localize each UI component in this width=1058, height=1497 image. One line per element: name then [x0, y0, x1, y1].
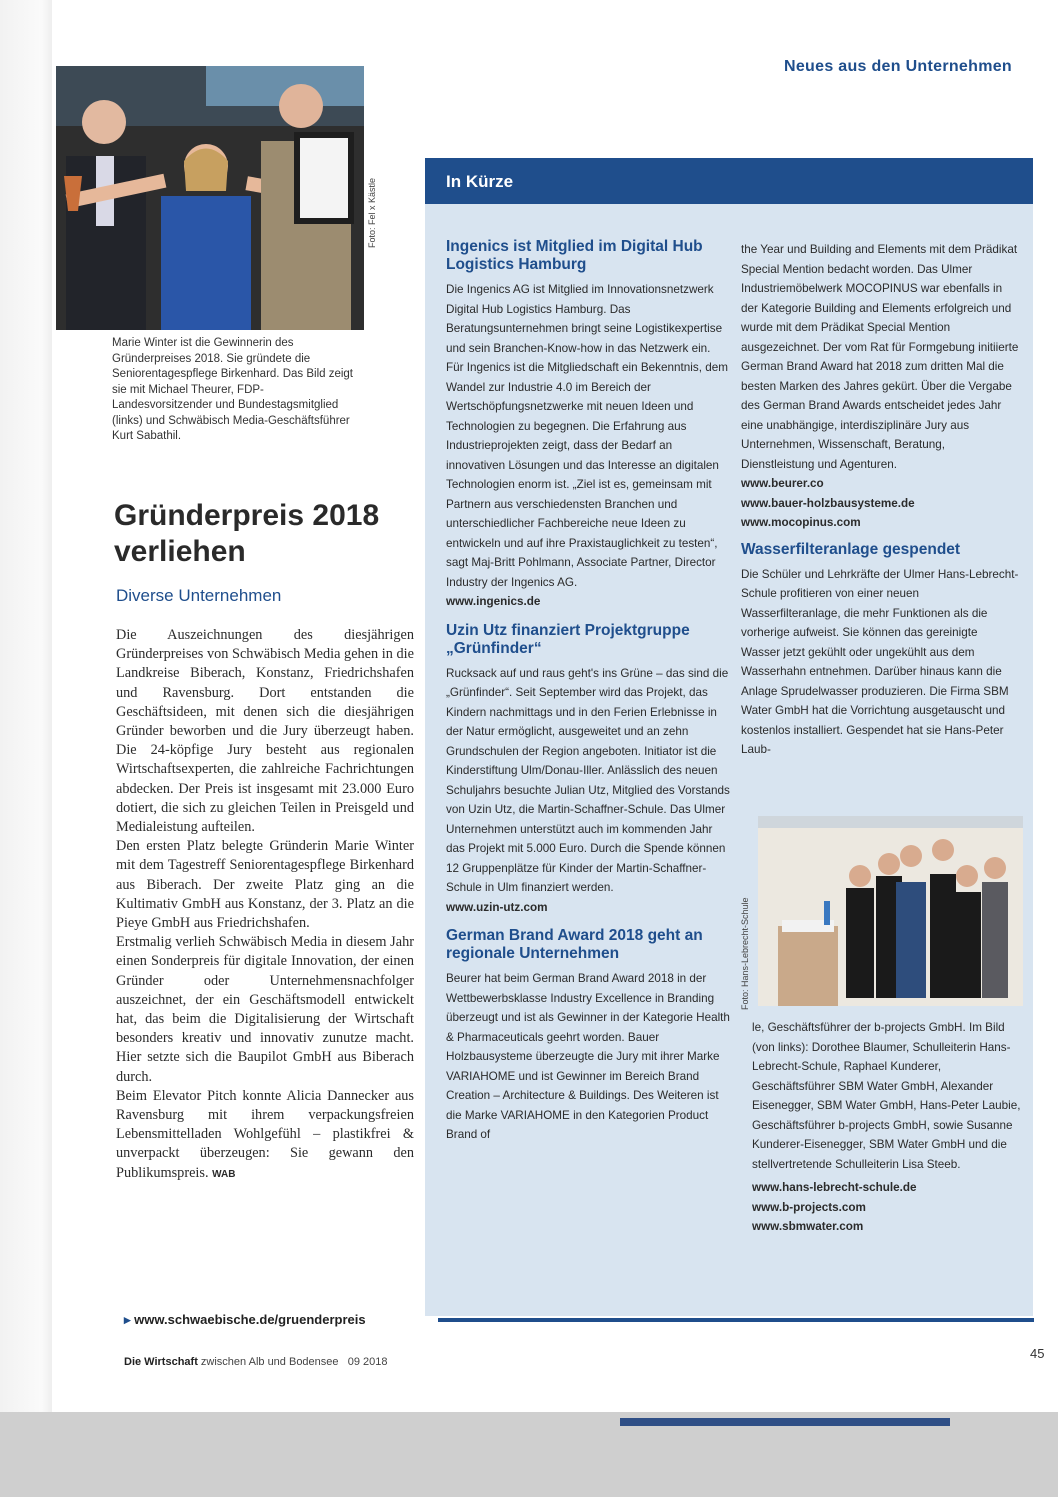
article-paragraph: Erstmalig verlieh Schwäbisch Media in diesem Jahr einen Sonderpreis für digitale Innovation, der einen Gründer oder Unternehmensnachfolger auszeichnet, der ein Geschäftsmodell entwickelt hat, das beim die Digitalisierung der Wirtschaft besonders kreativ und innovativ zunutze macht. Hier setzte sich die Baupilot GmbH aus Biberach durch.: [116, 934, 414, 1085]
section-label: Neues aus den Unternehmen: [784, 58, 1012, 75]
in-kuerze-column-right-bottom: [752, 1018, 1024, 1237]
award-photo: [56, 66, 364, 330]
scan-edge-bar: [620, 1418, 950, 1426]
news-heading: Wasserfilteranlage gespendet: [741, 540, 961, 558]
news-text: Die Schüler und Lehrkräfte der Ulmer Hans-Lebrecht-Schule profitieren von einer neuen Wasserfilteranlage, die mehr Funktionen als die vorherige aufweist. Sie können das gereinigte Wasser jetzt gekühlt oder ungekühlt aus dem Wasserhahn entnehmen. Darüber hinaus kann die Anlage Sprudelwasser produzieren. Die Firma SBM Water GmbH hat die Vorrichtung ausgetauscht und kostenlos installiert. Gespendet hat sie Hans-Peter Laub-: [741, 567, 1019, 756]
news-text: Rucksack auf und raus geht's ins Grüne – das sind die „Grünfinder“. Seit September wird das Projekt, das Kindern nachmittags und in den Ferien Erlebnisse in der Natur ermöglicht, ausgeweitet und an zehn Grundschulen der Region angeboten. Initiator ist die Kinderstiftung Ulm/Donau-Iller. Anlässlich des neuen Schuljahrs besuchte Julian Utz, Mitglied des Vorstands von Uzin Utz, die Martin-Schaffner-Schule. Das Ulmer Unternehmen unterstützt auch im kommenden Jahr das Projekt mit 5.000 Euro. Durch die Spende können 12 Gruppenplätze für Kinder der Martin-Schaffner-Schule in Ulm finanziert werden.: [446, 666, 730, 894]
article-paragraph-text: Beim Elevator Pitch konnte Alicia Dannecker aus Ravensburg mit ihrem verpackungsfreien Lebensmittelladen Wohlgefühl – plastikfrei & unverpackt überzeugen: Sie gewann den Publikumspreis.: [116, 1087, 414, 1181]
news-url[interactable]: www.sbmwater.com: [752, 1220, 864, 1233]
in-kuerze-column-middle: [446, 238, 730, 1145]
arrow-icon: ▸: [124, 1312, 135, 1327]
article-body: [116, 626, 414, 1184]
issue-label: 09 2018: [347, 1356, 388, 1368]
school-photo-credit: Foto: Hans-Lebrecht-Schule: [740, 897, 750, 1010]
in-kuerze-title: In Kürze: [446, 172, 514, 191]
news-url[interactable]: www.b-projects.com: [752, 1200, 866, 1214]
news-text: Beurer hat beim German Brand Award 2018 in der Wettbewerbsklasse Industry Excellence in Branding überzeugt und ist als Gewinner in der Kategorie Health & Pharmaceuticals geehrt worden. Bauer Holzbausysteme überzeugte die Jury mit ihrer Marke VARIAHOME und ist Gewinner im Bereich Brand Creation – Architecture & Buildings. Des Weiteren ist die Marke VARIAHOME in den Kategorien Product Brand of: [446, 972, 730, 1141]
in-kuerze-header: [425, 158, 1033, 204]
news-heading: German Brand Award 2018 geht an regionale Unternehmen: [446, 927, 703, 962]
article-paragraph: [116, 1087, 414, 1184]
article-headline: [114, 498, 414, 570]
article-link-text[interactable]: www.schwaebische.de/gruenderpreis: [134, 1312, 366, 1327]
news-url[interactable]: www.hans-lebrecht-schule.de: [752, 1181, 917, 1194]
news-url[interactable]: www.uzin-utz.com: [446, 900, 548, 914]
article-subhead: Diverse Unternehmen: [116, 586, 282, 605]
magazine-name: Die Wirtschaft: [124, 1356, 198, 1368]
in-kuerze-bottom-rule: [438, 1318, 1034, 1322]
news-url[interactable]: www.beurer.co: [741, 477, 824, 490]
photo-caption: Marie Winter ist die Gewinnerin des Gründerpreises 2018. Sie gründete die Seniorentagespflege Birkenhard. Das Bild zeigt sie mit Michael Theurer, FDP-Landesvorsitzender und Bundestagsmitglied (links) und Schwäbisch Media-Geschäftsführer Kurt Sabathil.: [112, 337, 354, 442]
news-text-continued: le, Geschäftsführer der b-projects GmbH. Im Bild (von links): Dorothee Blaumer, Schulleiterin Hans-Lebrecht-Schule, Raphael Kunderer, Geschäftsführer SBM Water GmbH, Alexander Eisenegger, SBM Water GmbH, Hans-Peter Laubie, Geschäftsführer b-projects GmbH, sowie Susanne Kunderer-Eisenegger, SBM Water GmbH und die stellvertretende Schulleiterin Lisa Steeb.: [752, 1021, 1021, 1171]
article-paragraph: Die Auszeichnungen des diesjährigen Gründerpreises von Schwäbisch Media gehen in die Landkreise Biberach, Konstanz, Friedrichshafen und Ravensburg. Dort entstanden die Geschäftsideen, mit denen sich die diesjährigen Gründer beworben und die Jury überzeugt haben. Die 24-köpfige Jury besteht aus regionalen Wirtschaftsexperten, die zahlreiche Fachrichtungen abdecken. Der Preis ist insgesamt mit 23.000 Euro dotiert, die sich zu gleichen Teilen in Preisgeld und Medialeistung aufteilen.: [116, 627, 414, 836]
news-url[interactable]: www.ingenics.de: [446, 595, 541, 608]
author-sign: WAB: [212, 1168, 236, 1180]
news-url[interactable]: www.mocopinus.com: [741, 516, 861, 529]
headline-line-1: Gründerpreis 2018: [114, 499, 380, 532]
award-photo-illustration: [56, 66, 364, 330]
headline-line-2: verliehen: [114, 535, 246, 568]
school-photo: [758, 816, 1023, 1006]
news-text: Die Ingenics AG ist Mitglied im Innovationsnetzwerk Digital Hub Logistics Hamburg. Das Beratungsunternehmen bringt seine Logistikexpertise und sein Branchen-Know-how in das Netzwerk ein. Für Ingenics ist die Mitgliedschaft ein Bekenntnis, dem Wandel zur Industrie 4.0 im Bereich der Wertschöpfungsnetzwerke mit neuen Ideen und Technologien zu begegnen. Die Erfahrung aus Industrieprojekten zeigt, dass der Bedarf an innovativen Lösungen und das Interesse an digitalen Technologien enorm ist. „Ziel ist es, gemeinsam mit Partnern aus verschiedensten Branchen und unterschiedlicher Fachbereiche neue Ideen zu entwickeln und auf ihre Praxistauglichkeit zu testen“, sagt Maj-Britt Pohlmann, Associate Partner, Director Industry der Ingenics AG.: [446, 283, 728, 589]
photo-credit: Foto: Fel x Kästle: [367, 177, 377, 248]
page-number: 45: [1030, 1346, 1045, 1361]
in-kuerze-column-right: [741, 240, 1019, 760]
news-url[interactable]: www.bauer-holzbausysteme.de: [741, 496, 915, 510]
news-heading: Ingenics ist Mitglied im Digital Hub Logistics Hamburg: [446, 238, 703, 273]
news-heading: Uzin Utz finanziert Projektgruppe „Grünfinder“: [446, 621, 690, 657]
school-photo-illustration: [758, 816, 1023, 1006]
magazine-subtitle: zwischen Alb und Bodensee: [200, 1356, 339, 1368]
page-footer: [124, 1356, 387, 1368]
article-paragraph: Den ersten Platz belegte Gründerin Marie Winter mit dem Tagestreff Seniorentagespflege Birkenhard aus Biberach. Der zweite Platz ging an die Kultimativ GmbH aus Konstanz, der 3. Platz an die Pieye GmbH aus Friedrichshafen.: [116, 838, 414, 932]
article-link[interactable]: [124, 1312, 366, 1328]
news-text-continued: the Year und Building and Elements mit dem Prädikat Special Mention bedacht worden. Das Ulmer Industriemöbelwerk MOCOPINUS war ebenfalls in der Kategorie Building and Elements erfolgreich und wurde mit dem Prädikat Special Mention ausgezeichnet. Der vom Rat für Formgebung initiierte German Brand Award hat 2018 zum dritten Mal die besten Marken des Jahres gekürt. Über die Vergabe des German Brand Awards entscheidet jedes Jahr eine unabhängige, interdisziplinäre Jury aus Unternehmen, Wissenschaft, Beratung, Dienstleistung und Agenturen.: [741, 243, 1019, 471]
